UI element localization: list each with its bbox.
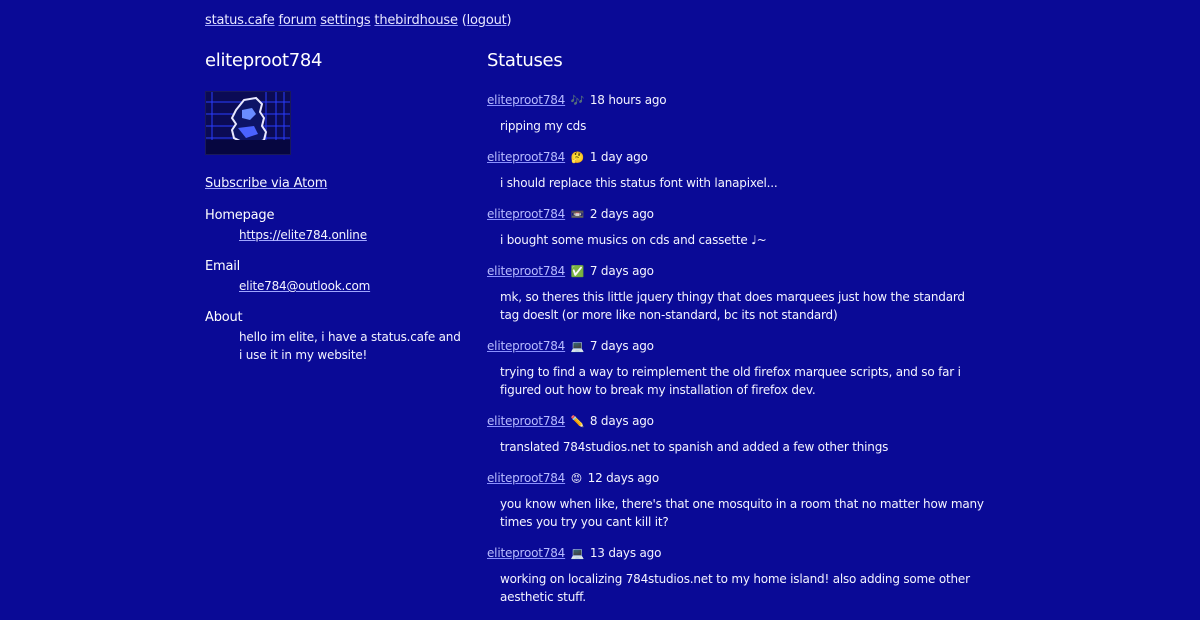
status-header	[487, 545, 987, 562]
subscribe-atom-link[interactable]: Subscribe via Atom	[205, 176, 328, 191]
status-item	[487, 263, 987, 324]
nav-settings-link[interactable]: settings	[320, 13, 371, 28]
status-text: i bought some musics on cds and cassette ♩~	[500, 233, 767, 247]
email-label: Email	[205, 259, 241, 274]
status-author-link[interactable]: eliteproot784	[487, 339, 566, 353]
nav-paren-open: (	[461, 13, 467, 28]
laptop-emoji-icon: 💻	[570, 340, 585, 353]
profile-details	[205, 208, 465, 364]
nav-forum-link[interactable]: forum	[278, 13, 317, 28]
pencil-emoji-icon: ✏️	[570, 415, 585, 428]
about-label: About	[205, 310, 243, 325]
status-text: i should replace this status font with lanapixel...	[500, 176, 778, 190]
status-text: working on localizing 784studios.net to my home island! also adding some other aesthetic stuff.	[500, 572, 970, 604]
status-item	[487, 413, 987, 456]
status-author-link[interactable]: eliteproot784	[487, 93, 566, 107]
status-header	[487, 92, 987, 109]
status-header	[487, 149, 987, 166]
status-author-link[interactable]: eliteproot784	[487, 414, 566, 428]
status-item	[487, 545, 987, 606]
status-time: 12 days ago	[587, 471, 659, 485]
status-header	[487, 206, 987, 223]
status-text: you know when like, there's that one mosquito in a room that no matter how many times you try you cant kill it?	[500, 497, 984, 529]
nav-paren-close: )	[506, 13, 512, 28]
status-header	[487, 263, 987, 280]
nav-home-link[interactable]: status.cafe	[205, 13, 275, 28]
status-time: 7 days ago	[589, 339, 654, 353]
avatar	[205, 91, 291, 155]
status-time: 2 days ago	[589, 207, 654, 221]
angry-face-emoji-icon: 😡	[570, 472, 583, 485]
top-nav	[205, 13, 511, 29]
email-value	[239, 277, 465, 295]
status-time: 8 days ago	[589, 414, 654, 428]
status-text: trying to find a way to reimplement the old firefox marquee scripts, and so far i figured out how to break my installation of firefox dev.	[500, 365, 961, 397]
status-header	[487, 470, 987, 487]
laptop-emoji-icon: 💻	[570, 547, 585, 560]
status-time: 13 days ago	[589, 546, 662, 560]
homepage-value	[239, 226, 465, 244]
check-mark-emoji-icon: ✅	[570, 265, 585, 278]
profile-username: eliteproot784	[205, 50, 323, 71]
status-author-link[interactable]: eliteproot784	[487, 471, 566, 485]
thinking-face-emoji-icon: 🤔	[570, 151, 585, 164]
status-author-link[interactable]: eliteproot784	[487, 264, 566, 278]
status-item	[487, 470, 987, 531]
status-author-link[interactable]: eliteproot784	[487, 207, 566, 221]
statuses-title: Statuses	[487, 50, 563, 71]
status-item	[487, 206, 987, 249]
cassette-emoji-icon: 📼	[570, 208, 585, 221]
status-item	[487, 338, 987, 399]
status-header	[487, 413, 987, 430]
about-text: hello im elite, i have a status.cafe and i use it in my website!	[239, 330, 461, 362]
statuses-section	[487, 50, 987, 620]
status-author-link[interactable]: eliteproot784	[487, 150, 566, 164]
status-time: 1 day ago	[589, 150, 648, 164]
nav-logout-link[interactable]: logout	[466, 13, 507, 28]
status-text: mk, so theres this little jquery thingy that does marquees just how the standard tag doeslt (or more like non-standard, bc its not standard)	[500, 290, 965, 322]
status-time: 7 days ago	[589, 264, 654, 278]
homepage-label: Homepage	[205, 208, 275, 223]
status-list	[487, 92, 987, 606]
status-header	[487, 338, 987, 355]
music-note-emoji-icon: 🎶	[570, 94, 585, 107]
email-link[interactable]: elite784@outlook.com	[239, 279, 371, 293]
status-time: 18 hours ago	[589, 93, 667, 107]
status-text: ripping my cds	[500, 119, 587, 133]
status-item	[487, 92, 987, 135]
status-item	[487, 149, 987, 192]
homepage-link[interactable]: https://elite784.online	[239, 228, 367, 242]
status-author-link[interactable]: eliteproot784	[487, 546, 566, 560]
nav-user-link[interactable]: thebirdhouse	[374, 13, 458, 28]
profile-sidebar	[205, 50, 465, 379]
status-text: translated 784studios.net to spanish and added a few other things	[500, 440, 889, 454]
